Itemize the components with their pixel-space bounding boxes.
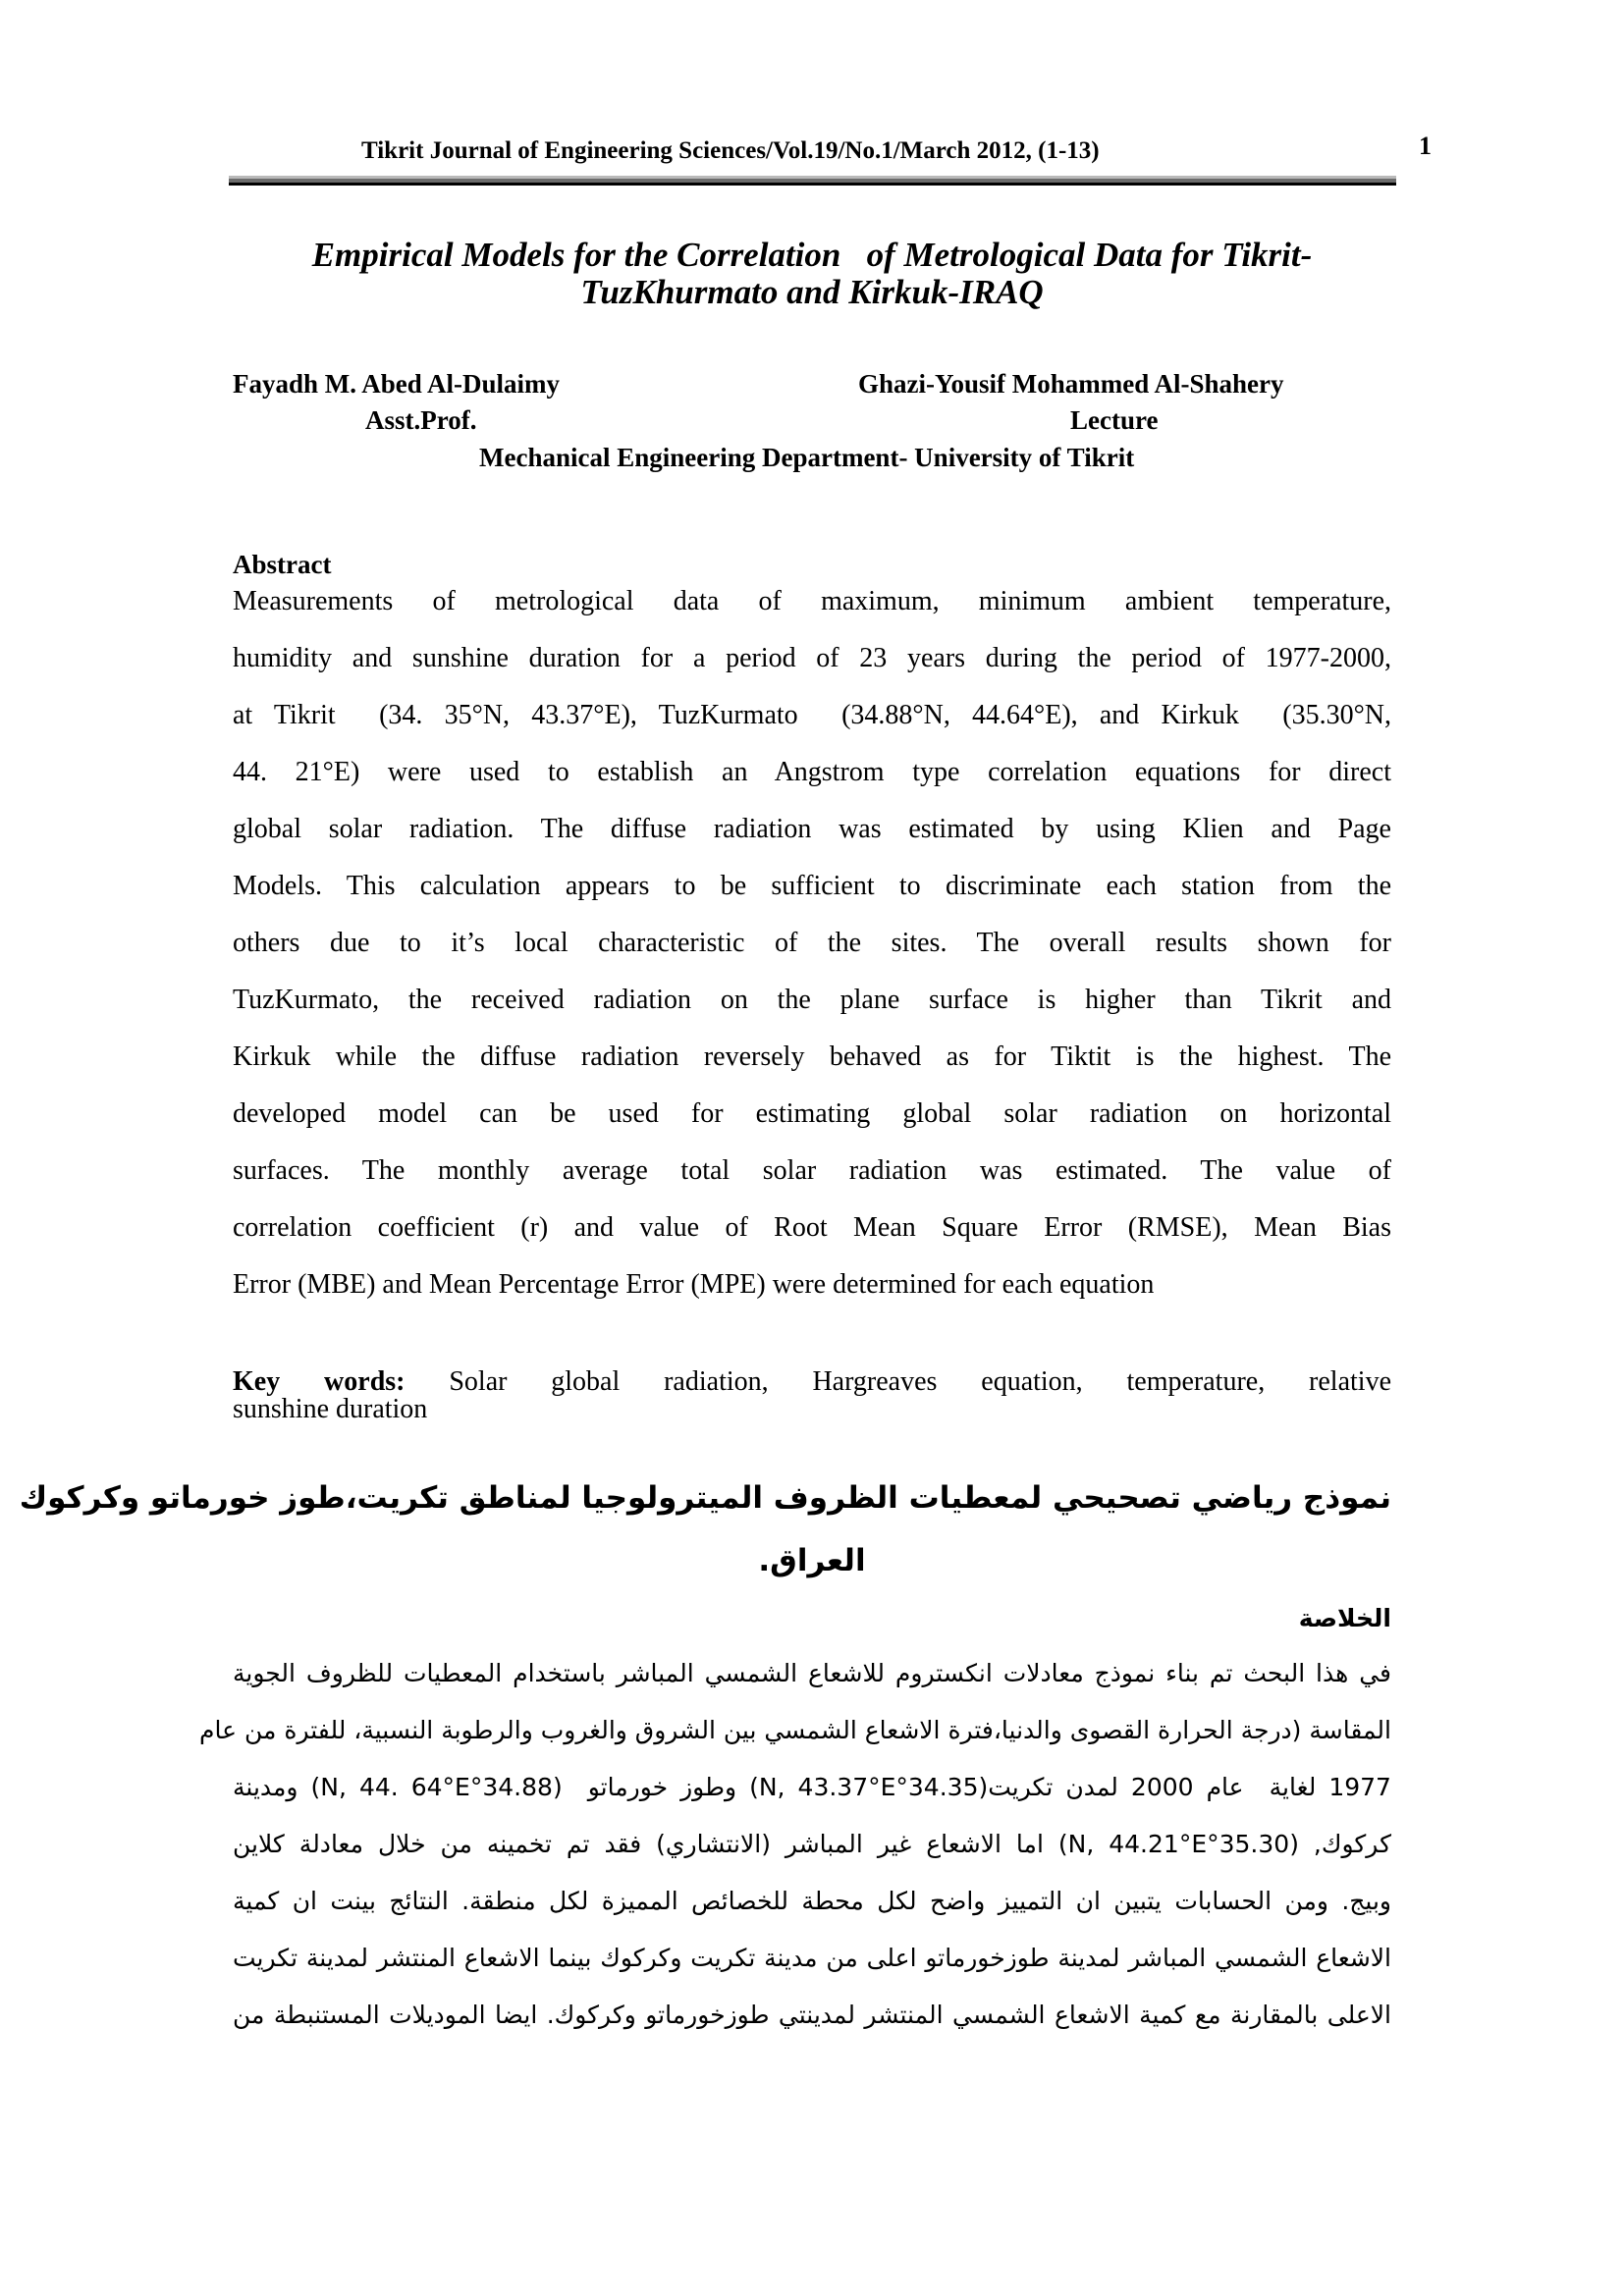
- keywords-label: Key words:: [233, 1366, 406, 1397]
- abstract-line: 44. 21°E) were used to establish an Angstrom type correlation equations for direct: [233, 757, 1391, 787]
- abstract-line: others due to it’s local characteristic of the sites. The overall results shown for: [233, 928, 1391, 958]
- arabic-abstract-line: 1977 لغاية عام 2000 لمدن تكريت(34.35°N, 43.37°E) وطوز خورماتو (34.88°N, 44. 64°E) ومدينة: [233, 1773, 1391, 1801]
- author-2-title: Lecture: [1070, 405, 1159, 435]
- page-number: 1: [1419, 132, 1432, 160]
- running-head: Tikrit Journal of Engineering Sciences/Vol.19/No.1/March 2012, (1-13): [361, 137, 1100, 164]
- abstract-heading: Abstract: [233, 550, 332, 579]
- abstract-line: developed model can be used for estimating global solar radiation on horizontal: [233, 1098, 1391, 1129]
- author-1-name: Fayadh M. Abed Al-Dulaimy: [233, 369, 561, 399]
- arabic-abstract-line: الاعلى بالمقارنة مع كمية الاشعاع الشمسي المنتشر لمدينتي طوزخورماتو وكركوك. ايضا الموديلات المستنبطة من: [233, 2001, 1391, 2029]
- abstract-line: at Tikrit (34. 35°N, 43.37°E), TuzKurmato (34.88°N, 44.64°E), and Kirkuk (35.30°N,: [233, 700, 1391, 730]
- abstract-line: TuzKurmato, the received radiation on the plane surface is higher than Tikrit and: [233, 985, 1391, 1015]
- header-rule-dark: [229, 183, 1396, 186]
- abstract-line: Measurements of metrological data of maximum, minimum ambient temperature,: [233, 586, 1391, 616]
- paper-title-line-2: TuzKhurmato and Kirkuk-IRAQ: [580, 273, 1044, 311]
- keywords-line-2: sunshine duration: [233, 1394, 428, 1424]
- arabic-abstract-line: المقاسة (درجة الحرارة القصوى والدنيا،فترة الاشعاع الشمسي بين الشروق والغروب والرطوبة النسبية، للفترة من عام: [199, 1716, 1391, 1744]
- author-1-title: Asst.Prof.: [365, 405, 477, 435]
- paper-title-line-1: Empirical Models for the Correlation of Metrological Data for Tikrit-: [311, 236, 1313, 274]
- abstract-line: correlation coefficient (r) and value of Root Mean Square Error (RMSE), Mean Bias: [233, 1212, 1391, 1243]
- abstract-line: global solar radiation. The diffuse radiation was estimated by using Klien and Page: [233, 814, 1391, 844]
- author-2-name: Ghazi-Yousif Mohammed Al-Shahery: [858, 369, 1284, 399]
- arabic-abstract-line: كركوك, (35.30°N, 44.21°E) اما الاشعاع غير المباشر (الانتشاري) فقد تم تخمينه من خلال معادلة كلاين: [233, 1830, 1391, 1858]
- arabic-abstract-line: في هذا البحث تم بناء نموذج معادلات انكستروم للاشعاع الشمسي المباشر باستخدام المعطيات للظروف الجوية: [233, 1659, 1391, 1687]
- affiliation: Mechanical Engineering Department- University of Tikrit: [479, 443, 1135, 472]
- arabic-abstract-heading: الخلاصة: [1298, 1604, 1391, 1632]
- abstract-line: surfaces. The monthly average total solar radiation was estimated. The value of: [233, 1155, 1391, 1186]
- arabic-title-line-2: العراق.: [758, 1543, 866, 1578]
- abstract-line: Kirkuk while the diffuse radiation reversely behaved as for Tiktit is the highest. The: [233, 1041, 1391, 1072]
- arabic-abstract-line: وبيج. ومن الحسابات يتبين ان التمييز واضح لكل محطة للخصائص المميزة لكل منطقة. النتائج بينت ان كمية: [233, 1887, 1391, 1915]
- keywords-text: Solar global radiation, Hargreaves equation, temperature, relative: [405, 1366, 1391, 1397]
- abstract-line: humidity and sunshine duration for a period of 23 years during the period of 1977-2000,: [233, 643, 1391, 673]
- abstract-line: Error (MBE) and Mean Percentage Error (MPE) were determined for each equation: [233, 1269, 1155, 1300]
- abstract-line: Models. This calculation appears to be sufficient to discriminate each station from the: [233, 871, 1391, 901]
- arabic-title-line-1: نموذج رياضي تصحيحي لمعطيات الظروف الميترولوجيا لمناطق تكريت،طوز خورماتو وكركوك: [19, 1480, 1391, 1516]
- arabic-abstract-line: الاشعاع الشمسي المباشر لمدينة طوزخورماتو اعلى من مدينة تكريت وكركوك بينما الاشعاع المنتشر لمدينة تكريت: [233, 1944, 1391, 1972]
